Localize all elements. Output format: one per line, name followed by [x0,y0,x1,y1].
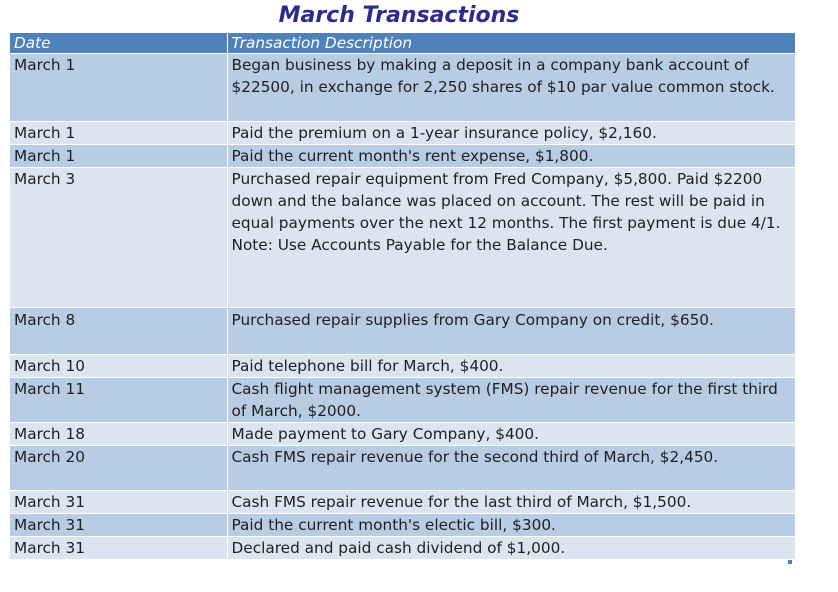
date-cell: March 1 [10,122,227,145]
date-cell: March 18 [10,423,227,446]
description-cell: Cash FMS repair revenue for the last third of March, $1,500. [227,491,795,514]
description-cell: Made payment to Gary Company, $400. [227,423,795,446]
table-row [10,537,795,560]
table-row [10,491,795,514]
date-column-header: Date [10,33,227,54]
description-cell: Paid the current month's electic bill, $300. [227,514,795,537]
date-cell: March 31 [10,537,227,560]
description-cell: Paid telephone bill for March, $400. [227,355,795,378]
table-row [10,446,795,491]
table-row [10,514,795,537]
page-title: March Transactions [278,3,520,28]
table-header-row [10,33,795,54]
description-cell: Purchased repair supplies from Gary Company on credit, $650. [227,308,795,355]
description-cell: Cash FMS repair revenue for the second third of March, $2,450. [227,446,795,491]
date-cell: March 1 [10,54,227,122]
date-cell: March 31 [10,514,227,537]
description-cell: Began business by making a deposit in a company bank account of $22500, in exchange for 2,250 shares of $10 par value common stock. [227,54,795,122]
date-cell: March 1 [10,145,227,168]
table-row [10,308,795,355]
date-cell: March 11 [10,378,227,423]
table-row [10,54,795,122]
date-cell: March 3 [10,168,227,308]
table-row [10,145,795,168]
date-cell: March 10 [10,355,227,378]
description-cell: Paid the premium on a 1-year insurance policy, $2,160. [227,122,795,145]
description-cell: Cash flight management system (FMS) repair revenue for the first third of March, $2000. [227,378,795,423]
transactions-table [10,33,796,559]
table-row [10,168,795,308]
table-row [10,355,795,378]
date-cell: March 31 [10,491,227,514]
table-row [10,423,795,446]
table-row [10,122,795,145]
description-cell: Paid the current month's rent expense, $1,800. [227,145,795,168]
description-column-header: Transaction Description [227,33,795,54]
description-cell: Declared and paid cash dividend of $1,000. [227,537,795,560]
date-cell: March 20 [10,446,227,491]
table-row [10,378,795,423]
description-cell: Purchased repair equipment from Fred Company, $5,800. Paid $2200 down and the balance was placed on account. The rest will be paid in equal payments over the next 12 months. The first payment is due 4/1. Note: Use Accounts Payable for the Balance Due. [227,168,795,308]
date-cell: March 8 [10,308,227,355]
table-resize-handle[interactable] [788,560,792,564]
